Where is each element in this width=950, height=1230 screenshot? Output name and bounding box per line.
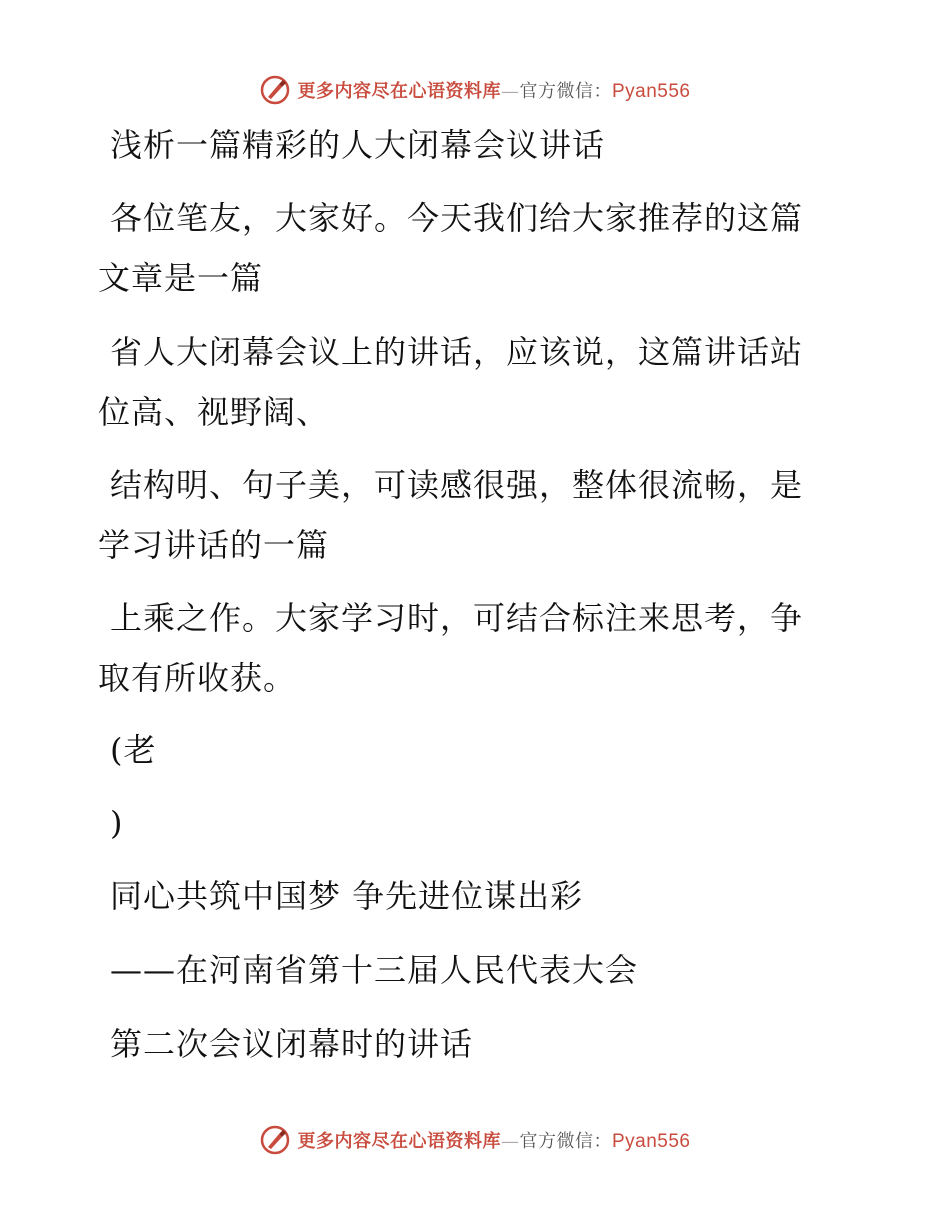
paragraph-line: (老 <box>110 731 157 769</box>
watermark-official-label: 官方微信： <box>519 1131 612 1152</box>
paragraph-line: 取有所收获。 <box>98 659 297 697</box>
watermark-text <box>297 1127 690 1153</box>
pen-circle-logo-icon <box>259 74 291 106</box>
paragraph-line: 学习讲话的一篇 <box>98 526 330 564</box>
watermark-brand: 更多内容尽在心语资料库 <box>297 1131 501 1152</box>
document-title: 浅析一篇精彩的人大闭幕会议讲话 <box>110 126 606 164</box>
speech-title: 同心共筑中国梦 争先进位谋出彩 <box>110 877 584 915</box>
header-watermark <box>0 70 950 110</box>
watermark-separator: — <box>500 1131 520 1152</box>
paragraph-line: 文章是一篇 <box>98 259 264 297</box>
watermark-separator: — <box>500 81 520 102</box>
paragraph-line: 各位笔友，大家好。今天我们给大家推荐的这篇 <box>110 199 804 237</box>
paragraph-line: ) <box>110 804 124 842</box>
footer-watermark <box>0 1120 950 1160</box>
watermark-official-label: 官方微信： <box>519 81 612 102</box>
watermark-brand: 更多内容尽在心语资料库 <box>297 81 501 102</box>
watermark-wechat-id: Pyan556 <box>611 81 691 102</box>
paragraph-line: 上乘之作。大家学习时，可结合标注来思考，争 <box>110 599 804 637</box>
pen-circle-logo-icon <box>259 1124 291 1156</box>
speech-subtitle: 第二次会议闭幕时的讲话 <box>110 1025 474 1063</box>
watermark-text <box>297 77 690 103</box>
watermark-wechat-id: Pyan556 <box>611 1131 691 1152</box>
paragraph-line: 省人大闭幕会议上的讲话，应该说，这篇讲话站 <box>110 333 804 371</box>
paragraph-line: 位高、视野阔、 <box>98 393 330 431</box>
speech-subtitle: ——在河南省第十三届人民代表大会 <box>110 951 639 989</box>
paragraph-line: 结构明、句子美，可读感很强，整体很流畅，是 <box>110 466 804 504</box>
